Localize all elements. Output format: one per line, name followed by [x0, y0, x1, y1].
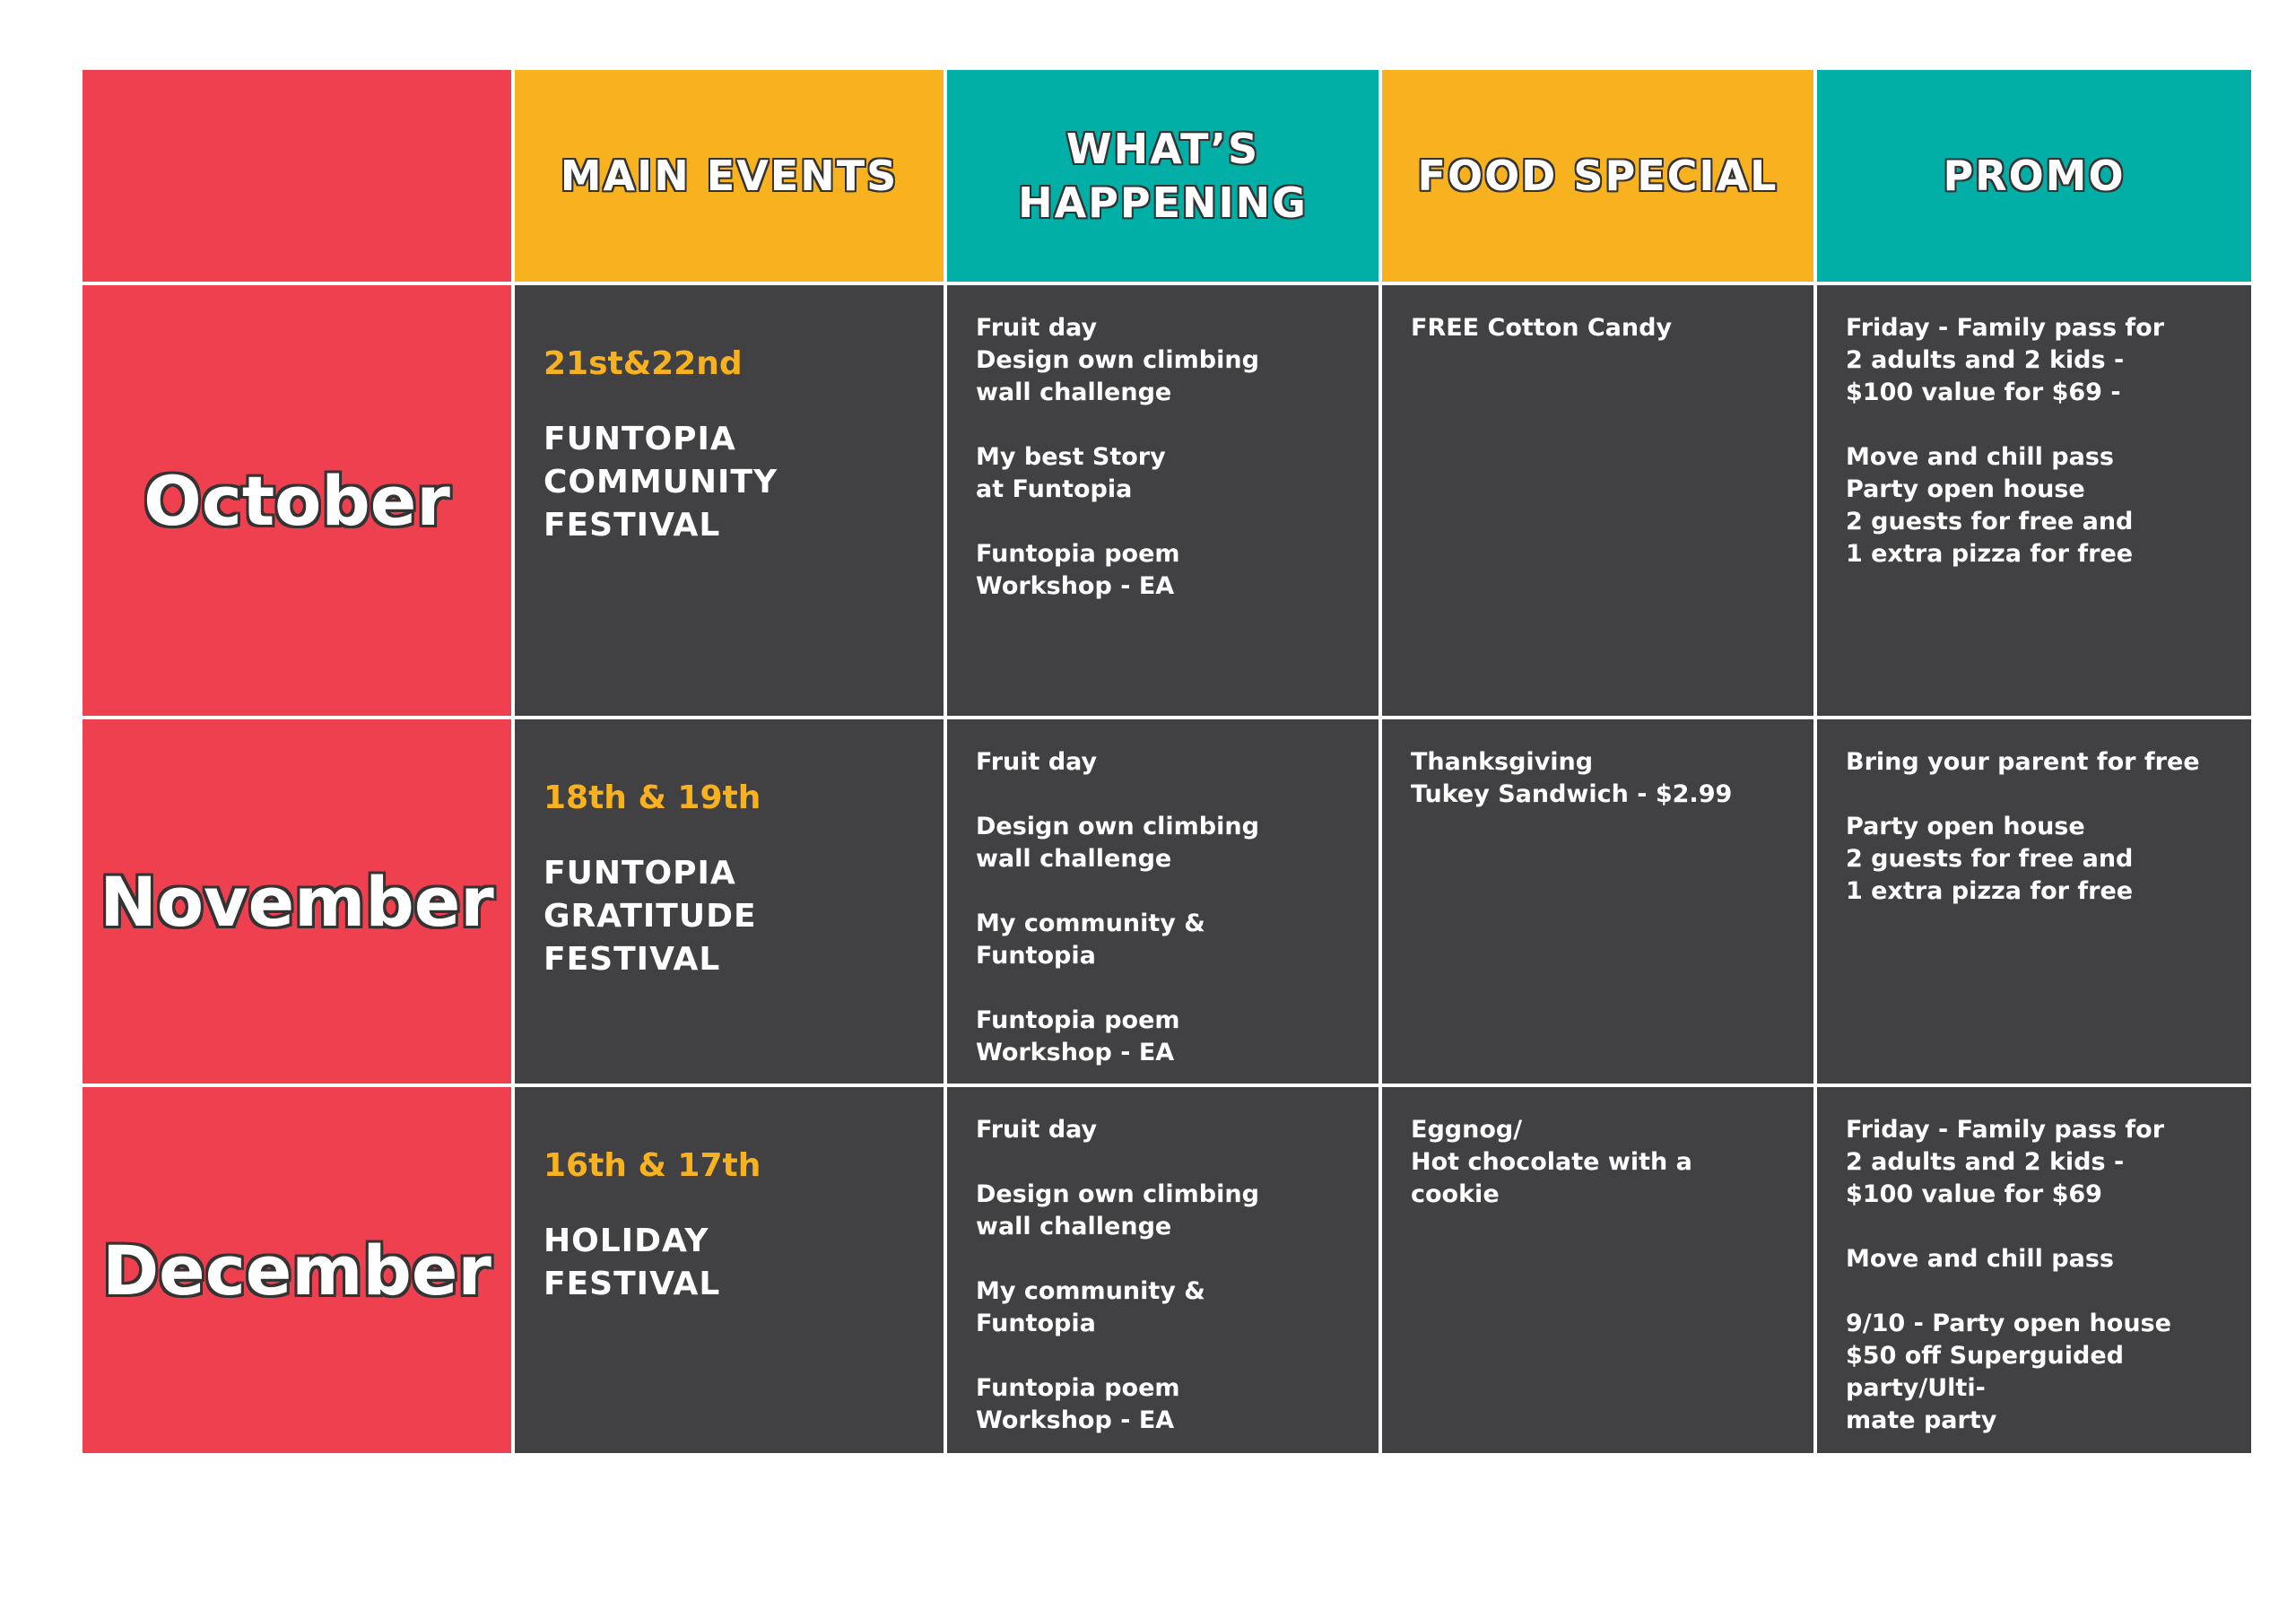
promo-cell: Bring your parent for free Party open house 2 guests for free and 1 extra pizza for free: [1817, 719, 2251, 1087]
whats-happening-cell: Fruit day Design own climbing wall challenge My best Story at Funtopia Funtopia poem Workshop - EA: [947, 285, 1382, 719]
header-whats-happening: WHAT’S HAPPENING: [947, 70, 1382, 285]
month-label-october: October: [83, 285, 515, 719]
header-food-special: FOOD SPECIAL: [1382, 70, 1817, 285]
promo-cell: Friday - Family pass for 2 adults and 2 kids - $100 value for $69 - Move and chill pass Party open house 2 guests for free and 1 extra pizza for free: [1817, 285, 2251, 719]
header-main-events: MAIN EVENTS: [515, 70, 947, 285]
main-event-cell: [515, 1087, 947, 1453]
event-date: 18th & 19th: [544, 779, 761, 816]
food-special-cell: Thanksgiving Tukey Sandwich - $2.99: [1382, 719, 1817, 1087]
food-special-cell: Eggnog/ Hot chocolate with a cookie: [1382, 1087, 1817, 1453]
whats-happening-cell: Fruit day Design own climbing wall challenge My community & Funtopia Funtopia poem Workshop - EA: [947, 719, 1382, 1087]
month-label-december: December: [83, 1087, 515, 1453]
event-name: HOLIDAY FESTIVAL: [544, 1223, 721, 1302]
month-label-november: November: [83, 719, 515, 1087]
main-event-cell: [515, 285, 947, 719]
event-name: FUNTOPIA GRATITUDE FESTIVAL: [544, 855, 757, 978]
food-special-cell: FREE Cotton Candy: [1382, 285, 1817, 719]
events-schedule-table: [83, 70, 2251, 1453]
event-date: 16th & 17th: [544, 1147, 761, 1184]
header-promo: PROMO: [1817, 70, 2251, 285]
promo-cell: Friday - Family pass for 2 adults and 2 kids - $100 value for $69 Move and chill pass 9/10 - Party open house $50 off Superguided party/Ulti- mate party: [1817, 1087, 2251, 1453]
whats-happening-cell: Fruit day Design own climbing wall challenge My community & Funtopia Funtopia poem Workshop - EA: [947, 1087, 1382, 1453]
corner-cell: [83, 70, 515, 285]
main-event-cell: [515, 719, 947, 1087]
event-name: FUNTOPIA COMMUNITY FESTIVAL: [544, 421, 778, 544]
event-date: 21st&22nd: [544, 345, 743, 382]
